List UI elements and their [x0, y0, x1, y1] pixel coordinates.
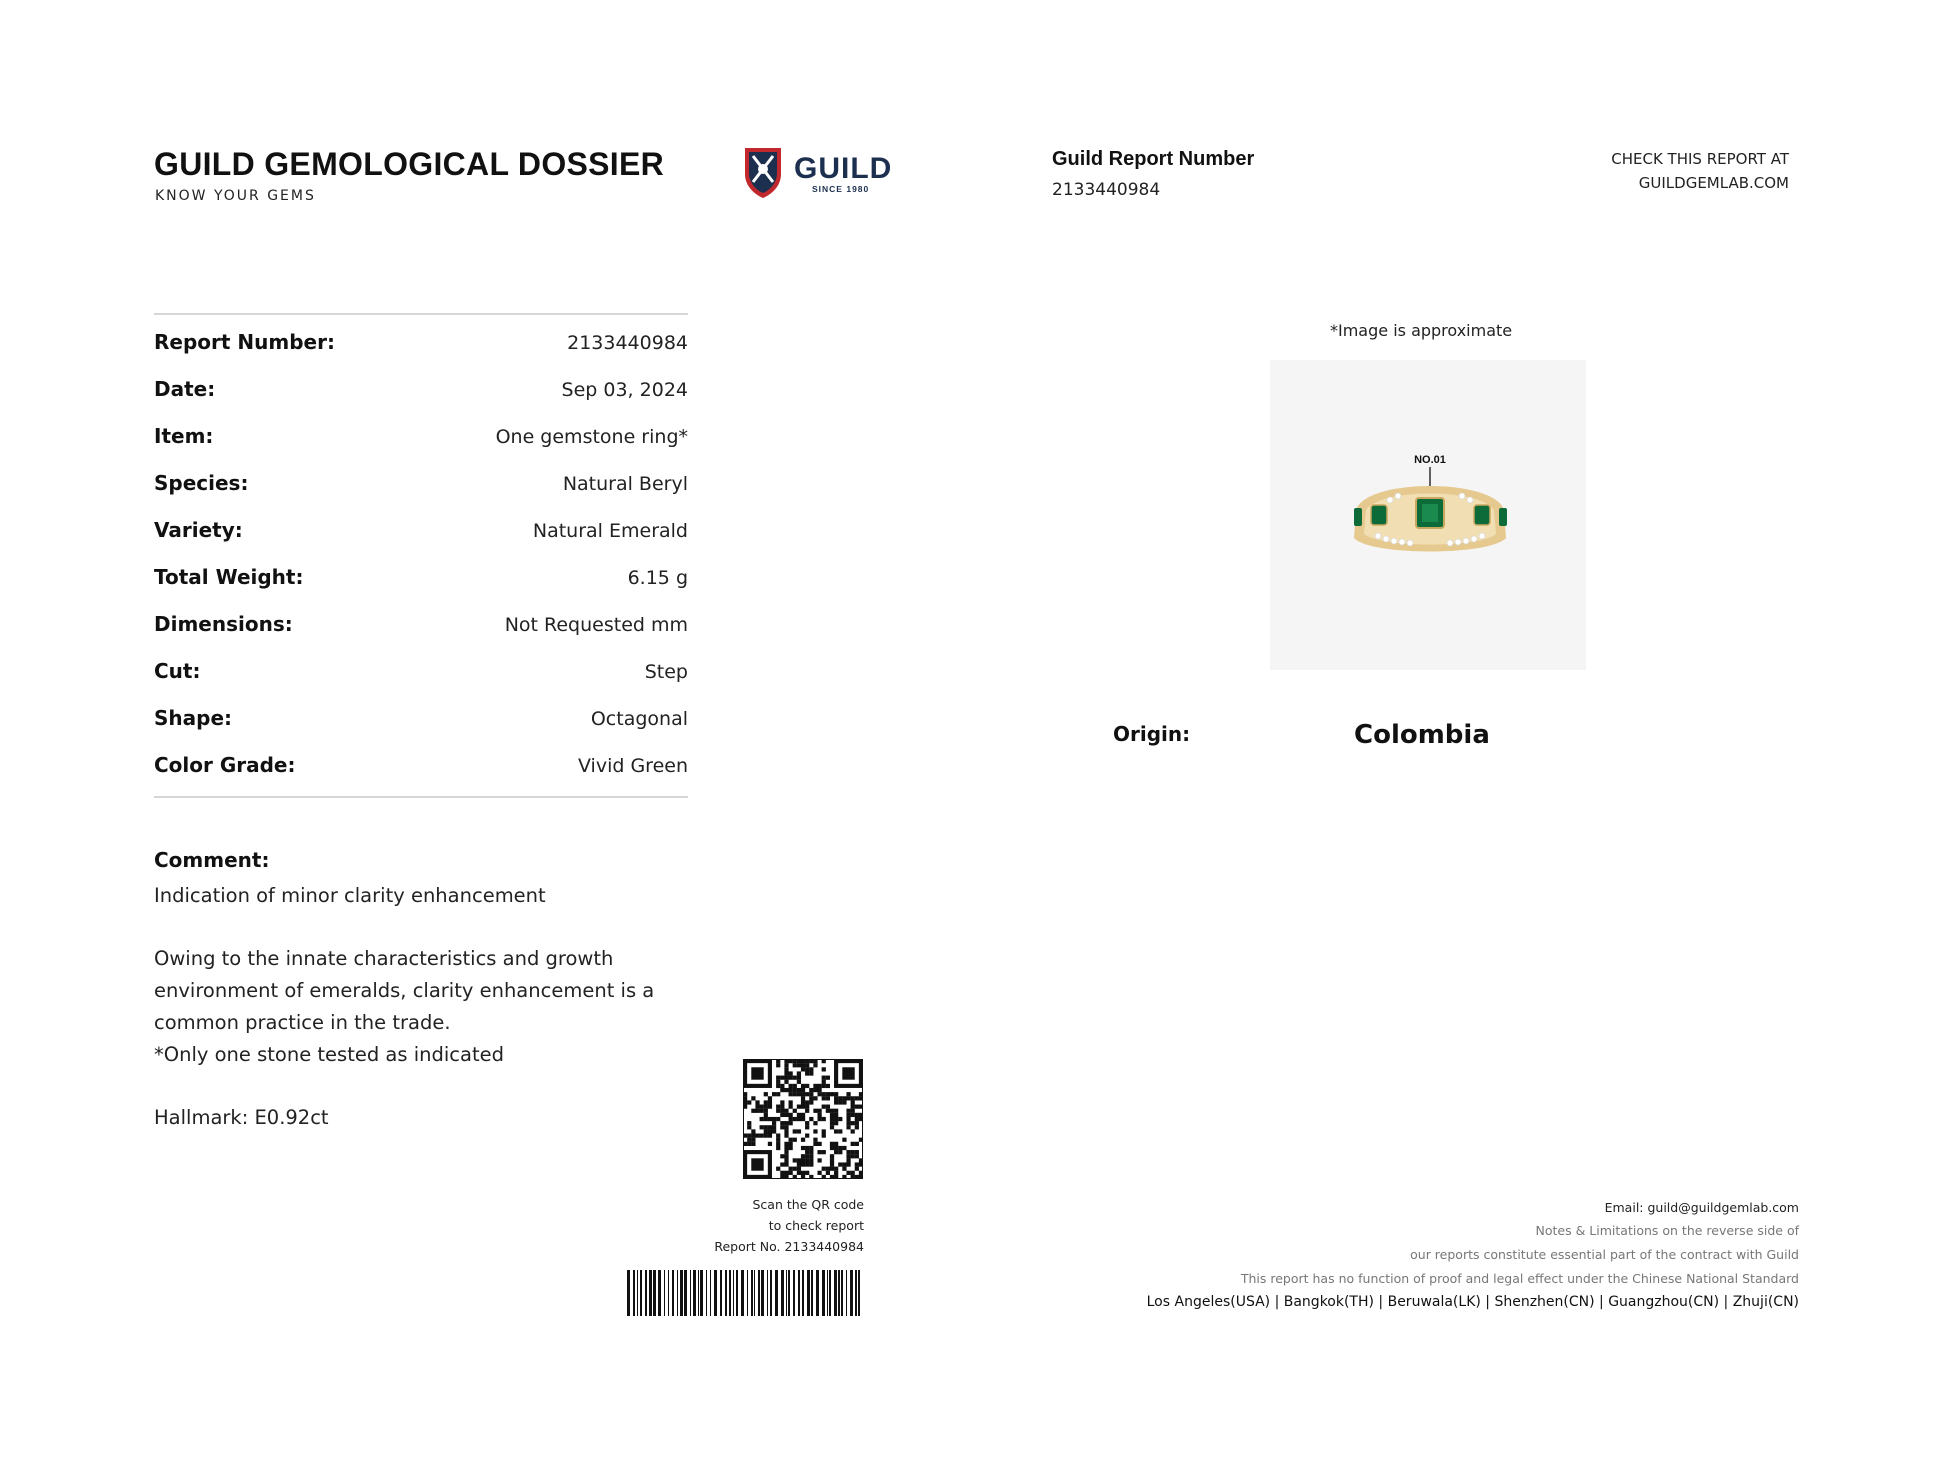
report-title: GUILD GEMOLOGICAL DOSSIER [154, 146, 665, 182]
detail-label: Report Number: [154, 330, 335, 354]
detail-label: Shape: [154, 706, 233, 730]
detail-row-shape [154, 706, 688, 736]
qr-caption-line: Report No. 2133440984 [714, 1239, 864, 1254]
detail-row-item [154, 424, 688, 454]
qr-code[interactable] [743, 1059, 863, 1179]
logo-wordmark: GUILD [794, 152, 893, 185]
detail-row-date [154, 377, 688, 407]
detail-label: Variety: [154, 518, 243, 542]
detail-value: Sep 03, 2024 [561, 379, 688, 401]
barcode [627, 1270, 864, 1316]
guild-report-number-label: Guild Report Number [1052, 148, 1255, 170]
comment-label: Comment: [154, 848, 270, 872]
detail-label: Color Grade: [154, 753, 296, 777]
table-top-rule [154, 313, 688, 315]
detail-value: Natural Emerald [532, 520, 688, 542]
guild-logo [742, 144, 892, 200]
detail-row-color-grade [154, 753, 688, 783]
qr-caption-line: Scan the QR code [752, 1197, 864, 1212]
detail-label: Species: [154, 471, 249, 495]
detail-label: Dimensions: [154, 612, 293, 636]
check-report-url[interactable]: GUILDGEMLAB.COM [1638, 174, 1789, 192]
report-tagline: KNOW YOUR GEMS [155, 188, 316, 204]
logo-since: SINCE 1980 [812, 184, 870, 194]
comment-para-line: Owing to the innate characteristics and growth [154, 947, 614, 970]
detail-value: Not Requested mm [504, 614, 688, 636]
ring-illustration [1270, 360, 1586, 670]
check-report-text: CHECK THIS REPORT AT [1611, 150, 1789, 168]
comment-line: Indication of minor clarity enhancement [154, 884, 546, 907]
footer-note-line: Notes & Limitations on the reverse side of [1535, 1223, 1799, 1238]
hallmark-text: Hallmark: E0.92ct [154, 1106, 329, 1129]
origin-label: Origin: [1113, 722, 1191, 746]
detail-row-cut [154, 659, 688, 689]
detail-label: Item: [154, 424, 214, 448]
detail-row-variety [154, 518, 688, 548]
comment-para-line: environment of emeralds, clarity enhancement is a [154, 979, 655, 1002]
detail-label: Date: [154, 377, 216, 401]
detail-row-dimensions [154, 612, 688, 642]
image-note: *Image is approximate [1330, 321, 1513, 340]
comment-para-line: common practice in the trade. [154, 1011, 451, 1034]
stone-label: NO.01 [1414, 454, 1446, 466]
detail-value: Octagonal [590, 708, 688, 730]
detail-value: Vivid Green [577, 755, 688, 777]
detail-value: One gemstone ring* [495, 426, 688, 448]
detail-label: Cut: [154, 659, 201, 683]
detail-row-total-weight [154, 565, 688, 595]
footer-note-line: our reports constitute essential part of the contract with Guild [1410, 1247, 1799, 1262]
detail-row-species [154, 471, 688, 501]
detail-label: Total Weight: [154, 565, 304, 589]
footer-locations: Los Angeles(USA) | Bangkok(TH) | Beruwala(LK) | Shenzhen(CN) | Guangzhou(CN) | Zhuji(CN) [1146, 1294, 1799, 1310]
ring-photo [1270, 360, 1586, 670]
detail-value: 6.15 g [627, 567, 688, 589]
detail-value: Natural Beryl [562, 473, 688, 495]
detail-row-report-number [154, 330, 688, 360]
guild-report-number-value: 2133440984 [1052, 180, 1161, 200]
qr-caption-line: to check report [768, 1218, 864, 1233]
detail-value: 2133440984 [567, 332, 688, 354]
detail-value: Step [644, 661, 688, 683]
comment-para-line: *Only one stone tested as indicated [154, 1043, 504, 1066]
footer-note-line: This report has no function of proof and legal effect under the Chinese National Standard [1240, 1271, 1799, 1286]
footer-email[interactable]: Email: guild@guildgemlab.com [1604, 1200, 1799, 1215]
origin-value: Colombia [1354, 720, 1490, 750]
shield-icon [742, 144, 784, 200]
table-bottom-rule [154, 796, 688, 798]
